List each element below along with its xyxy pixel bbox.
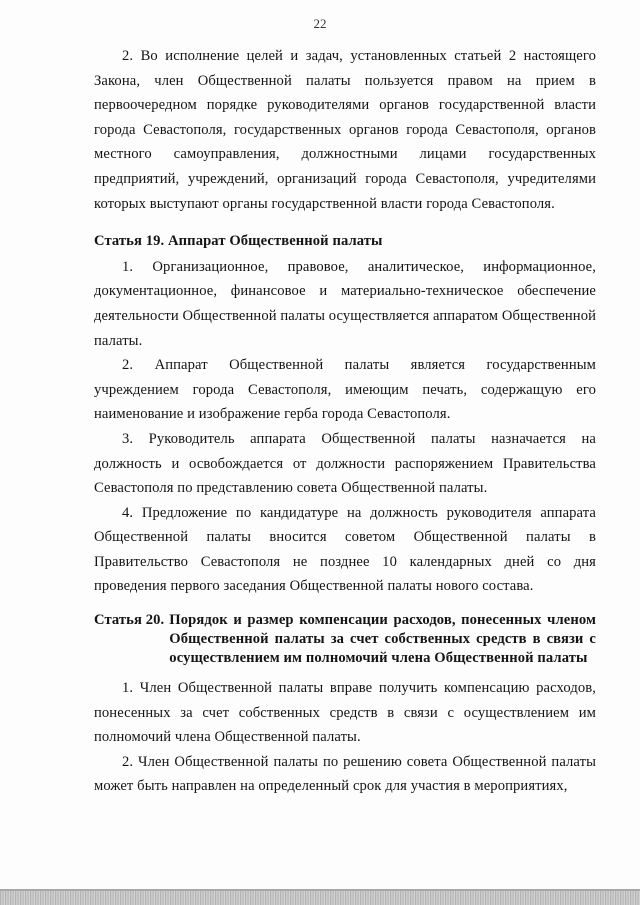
- article-19-item-1: 1. Организационное, правовое, аналитическое, информационное, документационное, финансовое и материально-техническое обеспечение деятельности Общественной палаты осуществляется аппаратом Общественной палаты.: [94, 258, 596, 349]
- article-19-item-2: 2. Аппарат Общественной палаты является государственным учреждением города Севастополя, имеющим печать, содержащую его наименование и изображение герба города Севастополя.: [94, 357, 596, 423]
- page-number: 22: [313, 16, 327, 31]
- scan-edge-artifact: [0, 891, 640, 905]
- article-20-heading: [94, 611, 596, 668]
- article-20-heading-text: Порядок и размер компенсации расходов, понесенных членом Общественной палаты за счет собственных средств в связи с осуществлением им полномочий члена Общественной палаты: [169, 612, 596, 667]
- document-body: [94, 44, 596, 799]
- article-20-heading-number: Статья 20.: [94, 612, 165, 629]
- article-19-heading: Статья 19. Аппарат Общественной палаты: [94, 233, 383, 250]
- article-19-item-4: 4. Предложение по кандидатуре на должность руководителя аппарата Общественной палаты вносится советом Общественной палаты в Правительство Севастополя не позднее 10 календарных дней со дня проведения первого заседания Общественной палаты нового состава.: [94, 504, 596, 595]
- article-19-item-3: 3. Руководитель аппарата Общественной палаты назначается на должность и освобождается от должности распоряжением Правительства Севастополя по представлению совета Общественной палаты.: [94, 430, 596, 497]
- article-20-item-1: 1. Член Общественной палаты вправе получить компенсацию расходов, понесенных за счет собственных средств в связи с осуществлением им полномочий члена Общественной палаты.: [94, 680, 596, 746]
- paragraph-article18-item2: 2. Во исполнение целей и задач, установленных статьей 2 настоящего Закона, член Общественной палаты пользуется правом на прием в первоочередном порядке руководителями органов государственной власти города Севастополя, государственных органов города Севастополя, органов местного самоуправления, должностными лицами государственных предприятий, учреждений, организаций города Севастополя, учредителями которых выступают органы государственной власти города Севастополя.: [94, 48, 596, 212]
- article-20-item-2: 2. Член Общественной палаты по решению совета Общественной палаты может быть направлен на определенный срок для участия в мероприятиях,: [94, 753, 596, 795]
